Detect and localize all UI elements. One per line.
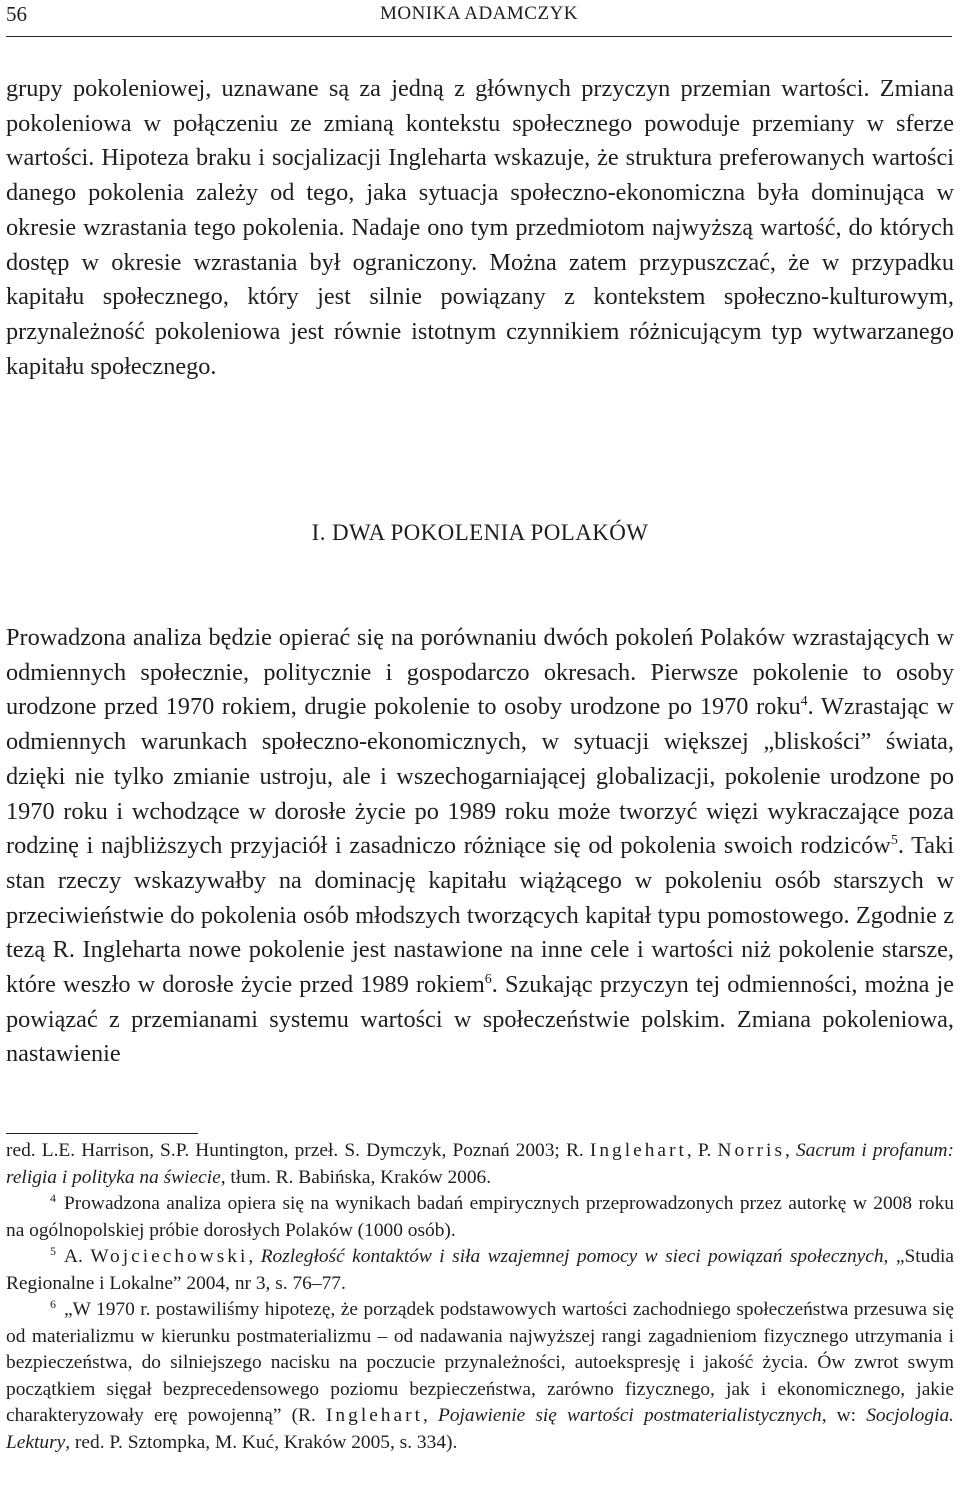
paragraph-2-text-2: . Wzrastając w odmiennych warunkach społeczno-ekonomicznych, w sytuacji większej „bliskości” świata, dzięki nie tylko zmianie ustroju, ale i wszechogarniającej globalizacji, pokolenie urodzone po 1970 roku i wchodzące w dorosłe życie po 1989 roku może tworzyć więzi wykraczające poza rodzinę i najbliższych przyjaciół i zasadniczo różniące się od pokolenia swoich rodziców <box>6 693 954 860</box>
section-heading: I. DWA POKOLENIA POLAKÓW <box>311 520 649 545</box>
running-header <box>6 0 952 37</box>
footnote-ref-5[interactable]: 5 <box>890 833 898 849</box>
fn-cont-text-e: , <box>784 1140 796 1161</box>
footnotes <box>6 1138 954 1456</box>
fn-cont-title: Sacrum i profanum: religia i polityka na świecie <box>6 1140 954 1188</box>
footnote-4 <box>6 1191 954 1244</box>
fn5-text-c: , <box>248 1246 261 1267</box>
fn6-title: Pojawienie się wartości postmaterialistycznych <box>437 1405 822 1426</box>
fn6-text-e: , w: <box>821 1405 867 1426</box>
fn5-title: Rozległość kontaktów i siła wzajemnej pomocy w sieci powiązań społecznych <box>260 1246 884 1267</box>
running-head-author: MONIKA ADAMCZYK <box>379 3 579 24</box>
fn6-text-c: , <box>422 1405 438 1426</box>
footnote-4-mark: 4 <box>50 1190 56 1205</box>
fn5-author: Wojciechowski <box>90 1246 249 1267</box>
footnote-6 <box>6 1297 954 1456</box>
fn-cont-author-norris: Norris <box>717 1140 785 1161</box>
footnote-continued <box>6 1138 954 1191</box>
paragraph-2-text-3: . Taki stan rzeczy wskazywałby na dominację kapitału wiążącego w pokoleniu osób starszych w przeciwieństwie do pokolenia osób młodszych tworzących kapitał typu pomostowego. Zgodnie z tezą R. Ingleharta nowe pokolenie jest nastawione na inne cele i wartości niż pokolenie starsze, które weszło w dorosłe życie przed 1989 rokiem <box>6 832 954 999</box>
footnote-ref-6[interactable]: 6 <box>484 971 492 987</box>
fn6-author: Inglehart <box>325 1405 423 1426</box>
fn5-text-a: A. <box>64 1246 91 1267</box>
body-paragraph-2 <box>6 621 954 1072</box>
footnote-6-mark: 6 <box>50 1296 56 1311</box>
footnote-5 <box>6 1244 954 1297</box>
fn-cont-text-c: , P. <box>686 1140 718 1161</box>
fn5-text-e: , „Studia Regionalne i Lokalne” 2004, nr 3, s. 76–77. <box>6 1246 955 1294</box>
footnote-ref-4[interactable]: 4 <box>800 694 808 710</box>
fn-cont-text-g: , tłum. R. Babińska, Kraków 2006. <box>220 1166 492 1188</box>
paragraph-2-text-1: Prowadzona analiza będzie opierać się na porównaniu dwóch pokoleń Polaków wzrastających w odmiennych społecznie, politycznie i gospodarczo okresach. Pierwsze pokolenie to osoby urodzone przed 1970 rokiem, drugie pokolenie to osoby urodzone po 1970 roku <box>6 624 954 721</box>
page-number: 56 <box>6 2 27 26</box>
paragraph-2-text-4: . Szukając przyczyn tej odmienności, można je powiązać z przemianami systemu wartości w społeczeństwie polskim. Zmiana pokoleniowa, nastawienie <box>6 971 955 1068</box>
footnote-4-text: Prowadzona analiza opiera się na wynikach badań empirycznych przeprowadzonych przez autorkę w 2008 roku na ogólnopolskiej próbie dorosłych Polaków (1000 osób). <box>6 1193 954 1241</box>
fn-cont-author-inglehart: Inglehart <box>589 1140 687 1161</box>
footnote-5-mark: 5 <box>50 1243 56 1258</box>
fn6-book-title: Socjologia. Lektury <box>6 1405 955 1453</box>
fn6-text-g: , red. P. Sztompka, M. Kuć, Kraków 2005, s. 334). <box>65 1431 458 1453</box>
fn6-text-a: „W 1970 r. postawiliśmy hipotezę, że porządek podstawowych wartości zachodniego społeczeństwa przesuwa się od materializmu w kierunku postmaterializmu – od nadawania najwyższej rangi zagadnieniom fizycznego utrzymania i bezpieczeństwa, do silniejszego nacisku na poczucie przynależności, autoekspresję i jakość życia. Ów zwrot swym początkiem sięgał bezprecedensowego poziomu bezpieczeństwa, zarówno fizycznego, jak i ekonomicznego, jakie charakteryzowały erę powojenną” (R. <box>6 1299 954 1426</box>
body-paragraph-1: grupy pokoleniowej, uznawane są za jedną z głównych przyczyn przemian wartości. Zmiana pokoleniowa w połączeniu ze zmianą kontekstu społecznego powoduje przemiany w sferze wartości. Hipoteza braku i socjalizacji Ingleharta wskazuje, że struktura preferowanych wartości danego pokolenia zależy od tego, jaka sytuacja społeczno-ekonomiczna była dominująca w okresie wzrastania tego pokolenia. Nadaje ono tym przedmiotom najwyższą wartość, do których dostęp w okresie wzrastania był ograniczony. Można zatem przypuszczać, że w przypadku kapitału społecznego, który jest silnie powiązany z kontekstem społeczno-kulturowym, przynależność pokoleniowa jest równie istotnym czynnikiem różnicującym typ wytwarzanego kapitału społecznego. <box>6 75 954 380</box>
fn-cont-text-a: red. L.E. Harrison, S.P. Huntington, przeł. S. Dymczyk, Poznań 2003; R. <box>6 1140 590 1161</box>
footnote-separator <box>6 1133 198 1134</box>
